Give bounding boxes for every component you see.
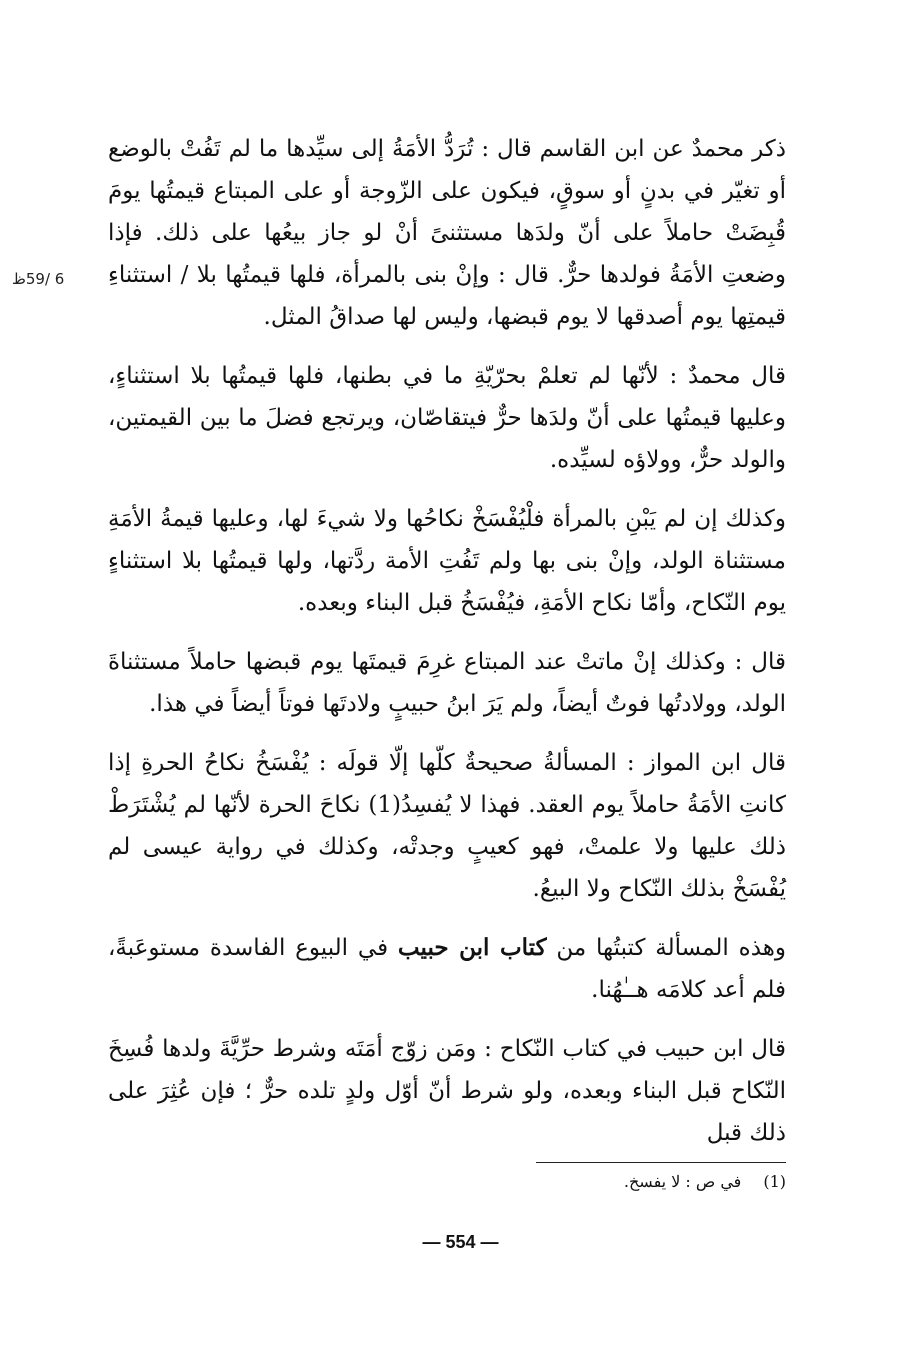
paragraph-7: قال ابن حبيب في كتاب النّكاح : ومَن زوّج أمَتَه وشرط حرِّيَّةَ ولدها فُسِخَ النّكاح قبل البناء وبعده، ولو شرط أنّ أوّل ولدٍ تلده حرٌّ ؛ فإن عُثِرَ على ذلك قبل [108,1036,786,1146]
main-text [108,128,786,1171]
paragraph-6 [108,927,786,1011]
footnote-text: في ص : لا يفسخ. [623,1172,742,1191]
paragraph-5: قال ابن المواز : المسألةُ صحيحةٌ كلّها إلّا قولَه : يُفْسَخُ نكاحُ الحرةِ إذا كانتِ الأمَةُ حاملاً يوم العقد. فهذا لا يُفسِدُ(1) نكاحَ الحرة لأنّها لم يُشْتَرَطْ ذلك عليها ولا علمتْ، فهو كعيبٍ وجدتْه، وكذلك في رواية عيسى لم يُفْسَخْ بذلك النّكاح ولا البيعُ. [108,750,786,902]
paragraph-6-before: وهذه المسألة كتبتُها من [546,935,787,961]
book-title: كتاب ابن حبيب [397,934,547,961]
footnote-number: (1) [763,1172,786,1191]
paragraph-1: ذكر محمدٌ عن ابن القاسم قال : تُرَدُّ الأمَةُ إلى سيِّدها ما لم تَفُتْ بالوضع أو تغيّر في بدنٍ أو سوقٍ، فيكون على الزّوجة أو على المبتاع قيمتُها يومَ قُبِضَتْ حاملاً على أنّ ولدَها مستثنىً أنْ لو جاز بيعُها على ذلك. فإذا وضعتِ الأمَةُ فولدها حرٌّ. قال : وإنْ بنى بالمرأة، فلها قيمتُها بلا / استثناءِ قيمتِها يوم أصدقها لا يوم قبضها، وليس لها صداقُ المثل. [108,136,786,330]
footnote [500,1170,786,1194]
paragraph-4: قال : وكذلك إنْ ماتتْ عند المبتاع غرِمَ قيمتَها يوم قبضها حاملاً مستثناةَ الولد، وولادتُها فوتٌ أيضاً، ولم يَرَ ابنُ حبيبٍ ولادتَها فوتاً أيضاً في هذا. [108,649,786,717]
footnote-divider [536,1162,786,1163]
margin-reference: 6 /59ظ [12,270,65,288]
paragraph-6-after: في البيوع الفاسدة مستوعَبةً، فلم أعد كلامَه هــٰهُنا. [108,935,786,1003]
paragraph-3: وكذلك إن لم يَبْنِ بالمرأة فلْيُفْسَخْ نكاحُها ولا شيءَ لها، وعليها قيمةُ الأمَةِ مستثناة الولد، وإنْ بنى بها ولم تَفُتِ الأمة ردَّتها، ولها قيمتُها بلا استثناءٍ يوم النّكاح، وأمّا نكاح الأمَةِ، فيُفْسَخُ قبل البناء وبعده. [108,506,786,616]
page-number: — 554 — [422,1232,499,1252]
paragraph-2: قال محمدٌ : لأنّها لم تعلمْ بحرّيّةِ ما في بطنها، فلها قيمتُها بلا استثناءٍ، وعليها قيمتُها على أنّ ولدَها حرٌّ فيتقاصّان، ويرتجع فضلَ ما بين القيمتين، والولد حرٌّ، وولاؤه لسيِّده. [108,363,786,473]
